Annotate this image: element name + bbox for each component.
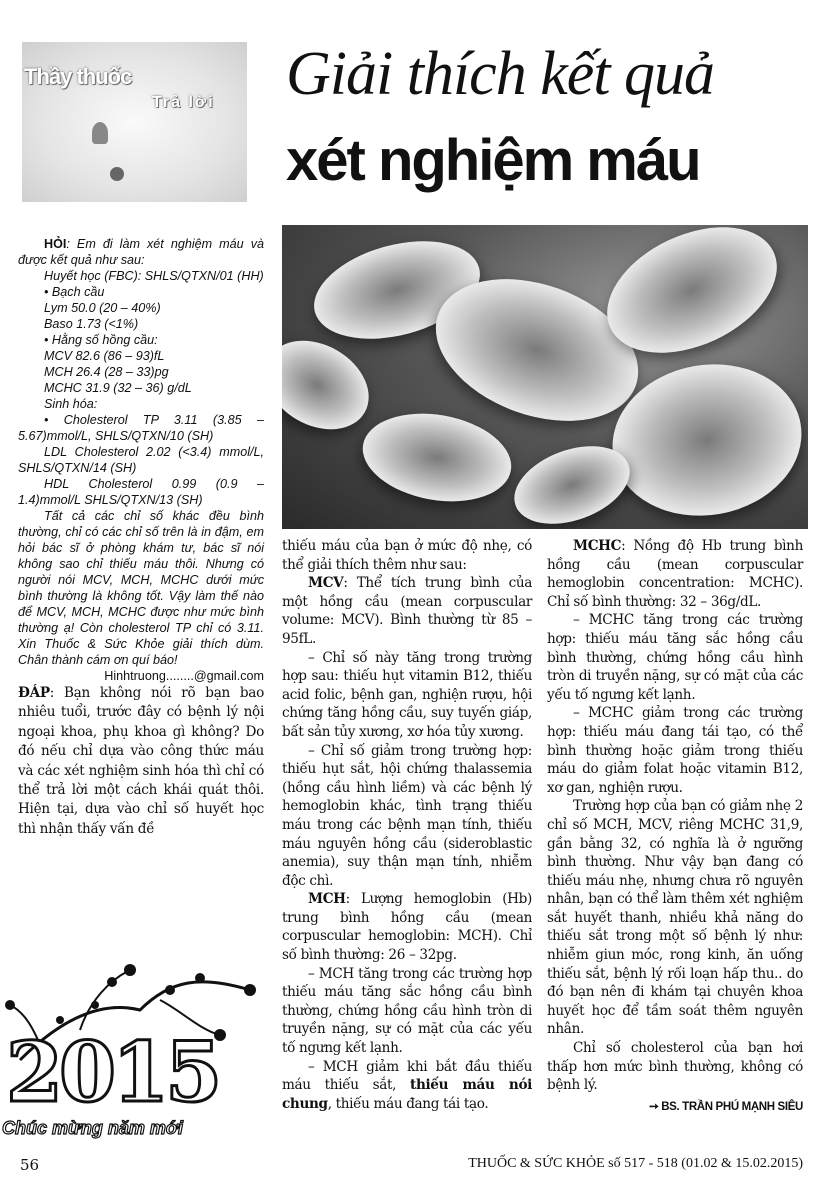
- answer-label: ĐÁP: [18, 685, 50, 701]
- sender-email: Hinhtruong........@gmail.com: [104, 669, 264, 683]
- mcv-definition: : Thể tích trung bình của một hồng cầu (mean corpuscular volume: MCV). Bình thường từ 85 – 95fL.: [282, 575, 532, 647]
- mcv-label: MCV: [308, 575, 344, 592]
- article-title-script: Giải thích kết quả: [286, 40, 714, 108]
- answer-column-middle: [282, 537, 532, 1113]
- question-line: MCV 82.6 (86 – 93)fL: [44, 349, 165, 363]
- new-year-graphic: [0, 960, 265, 1145]
- mch-decrease-bold: thiếu máu nói chung: [282, 1077, 533, 1112]
- doctor-figure-icon: [92, 122, 108, 144]
- mchc-definition: : Nồng độ Hb trung bình hồng cầu (mean corpuscular hemoglobin concentration: MCHC). Chỉ số bình thường: 32 – 36g/dL.: [547, 538, 803, 610]
- mchc-increase: – MCHC tăng trong các trường hợp: thiếu máu tăng sắc hồng cầu bình thường, chứng hồng cầu hình tròn di truyền nặng, sự có mặt của các yếu tố ngưng kết lạnh.: [547, 612, 803, 703]
- mch-increase: – MCH tăng trong các trường hợp thiếu máu tăng sắc hồng cầu bình thường, chứng hồng cầu hình tròn di truyền nặng, sự có mặt của các yếu tố ngưng kết lạnh.: [282, 965, 532, 1057]
- red-blood-cells-photo: [282, 225, 808, 529]
- mch-definition: : Lượng hemoglobin (Hb) trung bình hồng cầu (mean corpuscular hemoglobin: MCH). Chỉ số bình thường: 26 – 32pg.: [282, 891, 532, 964]
- answer-column-right: [547, 537, 803, 1113]
- mchc-decrease: – MCHC giảm trong các trường hợp: thiếu máu đang tái tạo, có thể bình thường hoặc giảm trong thiếu máu do giảm folat hoặc vitamin B12, xơ gan, nghiện rượu.: [547, 705, 803, 796]
- question-line: MCH 26.4 (28 – 33)pg: [44, 365, 169, 379]
- mcv-decrease: – Chỉ số giảm trong trường hợp: thiếu hụt sắt, hội chứng thalassemia (hồng cầu hình liềm) và các bệnh lý hemoglobin khác, tình trạng thiếu máu trong các bệnh mạn tính, thiếu máu nguyên hồng cầu (sideroblastic anemia), suy thận mạn tính, nhiễm độc chì.: [282, 742, 532, 889]
- cholesterol-note: Chỉ số cholesterol của bạn hơi thấp hơn mức bình thường, không có bệnh lý.: [547, 1040, 803, 1094]
- question-line: Em đi làm xét nghiệm máu và được kết quả như sau:: [18, 237, 264, 267]
- question-line: • Cholesterol TP 3.11 (3.85 – 5.67)mmol/L, SHLS/QTXN/10 (SH): [18, 413, 264, 443]
- answer-intro-continued: thiếu máu của bạn ở mức độ nhẹ, có thể giải thích thêm như sau:: [282, 538, 532, 573]
- mch-label: MCH: [308, 891, 346, 908]
- question-column: HỎI: Em đi làm xét nghiệm máu và được kết quả như sau: Huyết học (FBC): SHLS/QTXN/01 (HH) • Bạch cầu Lym 50.0 (20 – 40%) Baso 1.73 (<1%) • Hằng số hồng cầu: MCV 82.6 (86 – 93)fL MCH 26.4 (28 – 33)pg MCHC 31.9 (32 – 36) g/dL Sinh hóa: • Cholesterol TP 3.11 (3.85 – 5.67)mmol/L, SHLS/QTXN/10 (SH) LDL Cholesterol 2.02 (<3.4) mmol/L, SHLS/QTXN/14 (SH) HDL Cholesterol 0.99 (0.9 – 1.4)mmol/L SHLS/QTXN/13 (SH) Tất cả các chỉ số khác đều bình thường, chỉ có các chỉ số trên là in đậm, em hỏi bác sĩ ở phòng khám tư, bác sĩ nói không sao chỉ thiếu máu thôi. Nhưng có người nói MCV, MCH, MCHC dưới mức bình thường là không tốt. Vậy làm thế nào để MCV, MCH, MCHC được như mức bình thường ạ! Còn cholesterol TP chỉ có 3.11. Xin Thuốc & Sức Khỏe giải thích dùm. Chân thành cám ơn quí báo! Hinhtruong........@gmail.com: [18, 237, 264, 683]
- question-line: MCHC 31.9 (32 – 36) g/dL: [44, 381, 192, 395]
- section-logo-text-2: Trả lời: [152, 94, 215, 111]
- ball-icon: [110, 167, 124, 181]
- conclusion: Trường hợp của bạn có giảm nhẹ 2 chỉ số MCH, MCV, riêng MCHC 31,9, gần bằng 32, có nghĩa là ở ngưỡng bình thường. Như vậy bạn đang có thiếu máu nhẹ, nhưng chưa rõ nguyên nhân, bạn có thể làm thêm xét nghiệm sắt huyết thanh, nhiều khả năng do thiếu sắt trong một số bệnh lý như: nhiễm giun móc, rong kinh, ăn uống thiếu sắt, bệnh lý rối loạn hấp thu.. do đó bạn nên đi khám tại chuyên khoa huyết học để tầm soát thêm nguyên nhân.: [547, 798, 803, 1038]
- publication-info: THUỐC & SỨC KHỎE số 517 - 518 (01.02 & 15.02.2015): [468, 1156, 803, 1171]
- question-line: Lym 50.0 (20 – 40%): [44, 301, 161, 315]
- answer-intro: [18, 684, 264, 839]
- left-column: [18, 236, 264, 839]
- question-line: • Bạch cầu: [44, 285, 105, 299]
- mch-decrease: – MCH giảm khi bắt đầu thiếu máu thiếu sắt,: [282, 1058, 532, 1094]
- question-line: Huyết học (FBC): SHLS/QTXN/01 (HH): [44, 269, 264, 283]
- question-line: Baso 1.73 (<1%): [44, 317, 139, 331]
- mchc-label: MCHC: [573, 538, 622, 554]
- question-line: • Hằng số hồng cầu:: [44, 333, 158, 347]
- mch-decrease-end: , thiếu máu đang tái tạo.: [327, 1095, 489, 1112]
- section-logo-text-1: Thầy thuốc: [24, 64, 132, 89]
- question-line: HDL Cholesterol 0.99 (0.9 – 1.4)mmol/L SHLS/QTXN/13 (SH): [18, 477, 264, 507]
- question-line: LDL Cholesterol 2.02 (<3.4) mmol/L, SHLS/QTXN/14 (SH): [18, 445, 264, 475]
- greeting-text: Chúc mừng năm mới: [2, 1118, 183, 1138]
- greeting-year: 2015: [6, 1025, 219, 1121]
- article-title-bold: xét nghiệm máu: [286, 128, 700, 193]
- author-signature: ➙ BS. TRẦN PHÚ MẠNH SIÊU: [649, 1100, 803, 1113]
- question-line: Sinh hóa:: [44, 397, 98, 411]
- page-number: 56: [20, 1156, 40, 1174]
- mcv-increase: – Chỉ số này tăng trong trường hợp sau: thiếu hụt vitamin B12, thiếu acid folic, bệnh gan, nghiện rượu, hội chứng tăng hồng cầu, suy tuyến giáp, bất sản tủy xương, xơ hóa tủy xương.: [282, 649, 532, 740]
- answer-intro-text: : Bạn không nói rõ bạn bao nhiêu tuổi, trước đây có bệnh lý nội ngoại khoa, phụ khoa gì không? Do đó nếu chỉ dựa vào công thức máu và các xét nghiệm sinh hóa thì chỉ có thể trả lời một cách khái quát thôi. Hiện tại, dựa vào chỉ số huyết học thì nhận thấy vấn đề: [18, 685, 264, 837]
- section-logo: [22, 42, 247, 202]
- question-label: HỎI: [44, 237, 67, 251]
- question-body: Tất cả các chỉ số khác đều bình thường, chỉ có các chỉ số trên là in đậm, em hỏi bác sĩ ở phòng khám tư, bác sĩ nói không sao chỉ thiếu máu thôi. Nhưng có người nói MCV, MCH, MCHC dưới mức bình thường là không tốt. Vậy làm thế nào để MCV, MCH, MCHC được như mức bình thường ạ! Còn cholesterol TP chỉ có 3.11. Xin Thuốc & Sức Khỏe giải thích dùm. Chân thành cám ơn quí báo!: [18, 509, 264, 667]
